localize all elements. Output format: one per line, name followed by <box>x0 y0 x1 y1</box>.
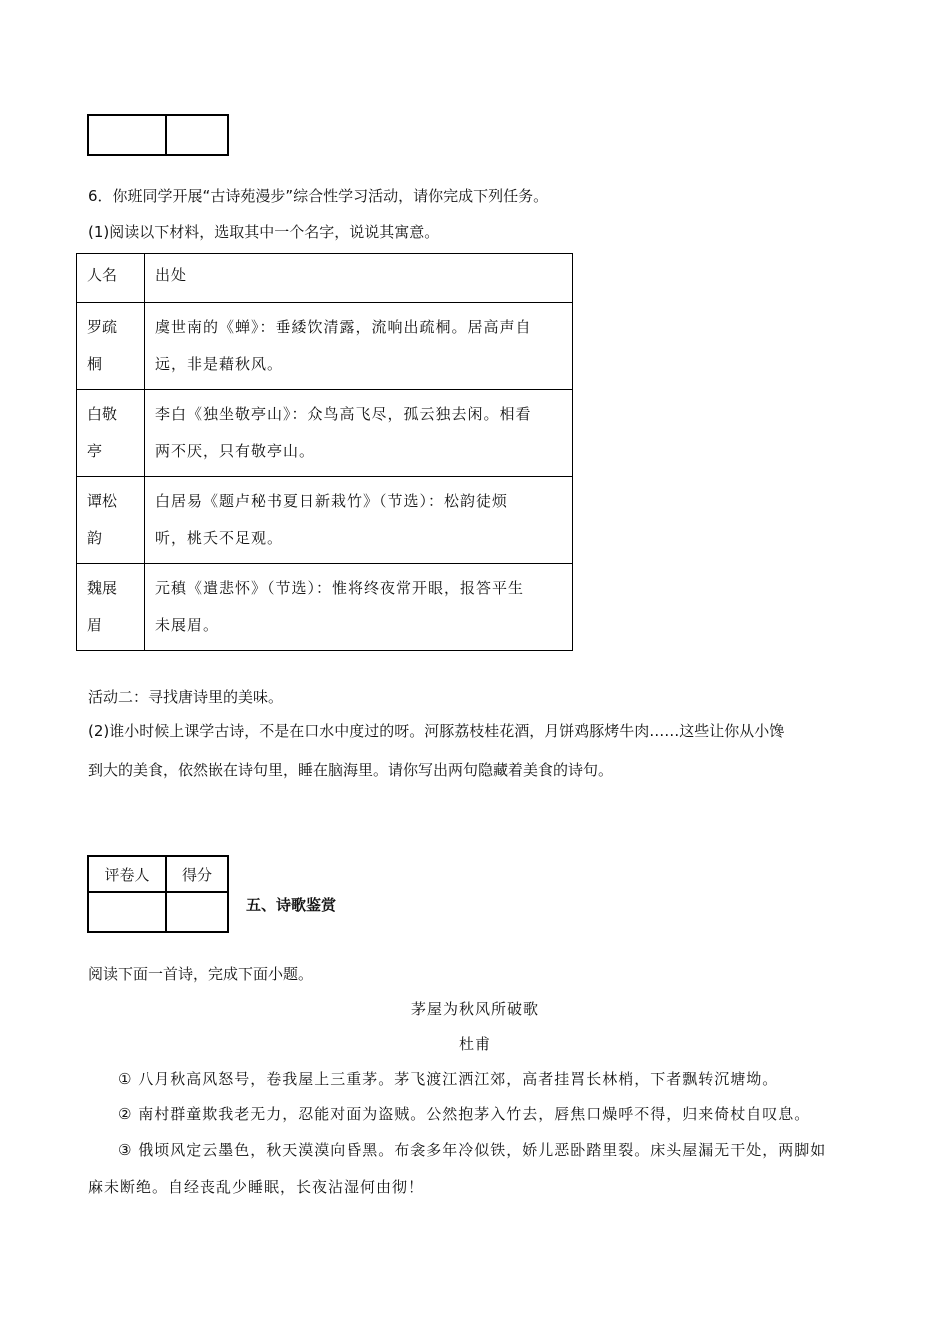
source-table <box>76 253 573 651</box>
header-source: 出处 <box>145 254 573 303</box>
poem-author: 杜甫 <box>458 1035 491 1053</box>
name-cell: 罗疏 桐 <box>77 303 145 390</box>
score-header-grader: 评卷人 <box>88 856 166 892</box>
score-cell-left <box>88 115 166 155</box>
source-cell: 元稹《遣悲怀》（节选）：惟将终夜常开眼，报答平生 未展眉。 <box>145 564 573 651</box>
question6-sub1: (1)阅读以下材料，选取其中一个名字，说说其寓意。 <box>88 223 440 241</box>
name-cell: 魏展 眉 <box>77 564 145 651</box>
table-row <box>77 303 573 390</box>
question6-sub2-line1: (2)谁小时候上课学古诗，不是在口水中度过的呀。河豚荔枝桂花酒，月饼鸡豚烤牛肉……这些让你从小馋 <box>88 722 785 740</box>
score-box-bottom <box>87 855 229 933</box>
question6-sub2-line2: 到大的美食，依然嵌在诗句里，睡在脑海里。请你写出两句隐藏着美食的诗句。 <box>88 761 614 779</box>
source-cell: 李白《独坐敬亭山》：众鸟高飞尽，孤云独去闲。相看 两不厌，只有敬亭山。 <box>145 390 573 477</box>
source-cell: 白居易《题卢秘书夏日新栽竹》（节选）：松韵徒烦 听，桃夭不足观。 <box>145 477 573 564</box>
table-row <box>77 390 573 477</box>
score-header-score: 得分 <box>166 856 228 892</box>
score-cell-grader <box>88 892 166 932</box>
poem-stanza-2: ② 南村群童欺我老无力，忍能对面为盗贼。公然抱茅入竹去，唇焦口燥呼不得，归来倚杖自叹息。 <box>118 1105 811 1123</box>
score-box-top <box>87 114 229 156</box>
table-row <box>77 477 573 564</box>
poem-stanza-3-line2: 麻未断绝。自经丧乱少睡眠，长夜沾湿何由彻！ <box>88 1178 425 1196</box>
activity2-label: 活动二：寻找唐诗里的美味。 <box>88 688 284 706</box>
table-header-row <box>77 254 573 303</box>
poem-title: 茅屋为秋风所破歌 <box>410 1000 539 1018</box>
name-cell: 谭松 韵 <box>77 477 145 564</box>
source-cell: 虞世南的《蝉》：垂緌饮清露，流响出疏桐。居高声自 远，非是藉秋风。 <box>145 303 573 390</box>
header-name: 人名 <box>77 254 145 303</box>
section5-intro: 阅读下面一首诗，完成下面小题。 <box>88 965 314 983</box>
score-cell-score <box>166 892 228 932</box>
name-cell: 白敬 亭 <box>77 390 145 477</box>
table-row <box>77 564 573 651</box>
poem-stanza-1: ① 八月秋高风怒号，卷我屋上三重茅。茅飞渡江洒江郊，高者挂罥长林梢，下者飘转沉塘坳。 <box>118 1070 779 1088</box>
question6-stem: 6．你班同学开展“古诗苑漫步”综合性学习活动，请你完成下列任务。 <box>88 187 549 205</box>
section5-title: 五、诗歌鉴赏 <box>246 896 337 914</box>
score-cell-right <box>166 115 228 155</box>
poem-stanza-3-line1: ③ 俄顷风定云墨色，秋天漠漠向昏黑。布衾多年冷似铁，娇儿恶卧踏里裂。床头屋漏无干处，两脚如 <box>118 1141 827 1159</box>
